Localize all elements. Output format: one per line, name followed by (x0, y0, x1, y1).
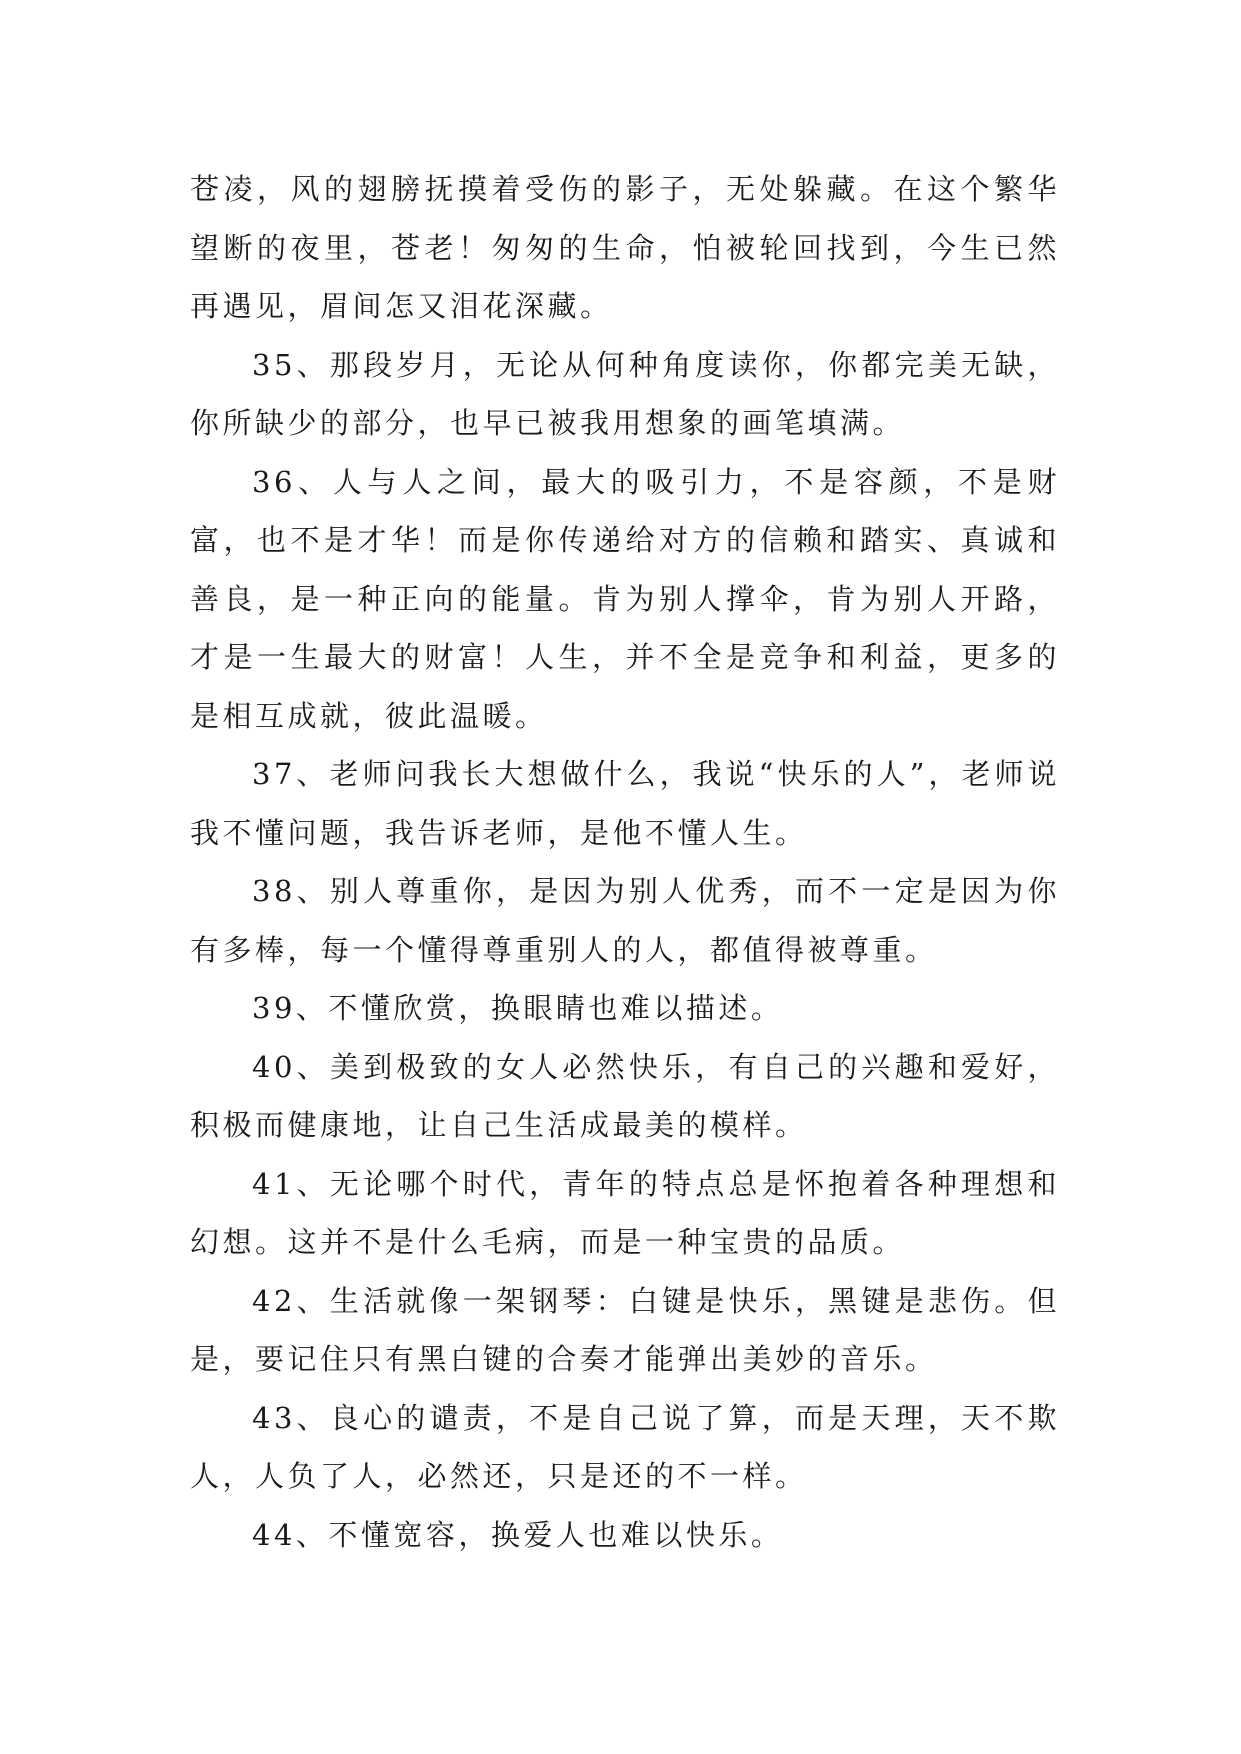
paragraph-43: 43、良心的谴责，不是自己说了算，而是天理，天不欺人，人负了人，必然还，只是还的不一样。 (190, 1400, 1060, 1493)
paragraph-42: 42、生活就像一架钢琴：白键是快乐，黑键是悲伤。但是，要记住只有黑白键的合奏才能弹出美妙的音乐。 (190, 1283, 1060, 1376)
paragraph-40: 40、美到极致的女人必然快乐，有自己的兴趣和爱好，积极而健康地，让自己生活成最美的模样。 (190, 1049, 1060, 1142)
paragraph-37: 37、老师问我长大想做什么，我说“快乐的人”，老师说我不懂问题，我告诉老师，是他不懂人生。 (190, 757, 1060, 850)
paragraph-36: 36、人与人之间，最大的吸引力，不是容颜，不是财富，也不是才华！而是你传递给对方的信赖和踏实、真诚和善良，是一种正向的能量。肯为别人撑伞，肯为别人开路，才是一生最大的财富！人生，并不全是竞争和利益，更多的是相互成就，彼此温暖。 (190, 464, 1060, 733)
paragraph-35: 35、那段岁月，无论从何种角度读你，你都完美无缺，你所缺少的部分，也早已被我用想象的画笔填满。 (190, 347, 1060, 440)
paragraph-41: 41、无论哪个时代，青年的特点总是怀抱着各种理想和幻想。这并不是什么毛病，而是一种宝贵的品质。 (190, 1166, 1060, 1259)
paragraph-44: 44、不懂宽容，换爱人也难以快乐。 (252, 1517, 784, 1552)
paragraph-39: 39、不懂欣赏，换眼睛也难以描述。 (252, 991, 784, 1025)
paragraph-38: 38、别人尊重你，是因为别人优秀，而不一定是因为你有多棒，每一个懂得尊重别人的人，都值得被尊重。 (190, 874, 1060, 967)
document-body (190, 160, 1060, 1564)
paragraph-continued: 苍凌，风的翅膀抚摸着受伤的影子，无处躲藏。在这个繁华望断的夜里，苍老！匆匆的生命，怕被轮回找到，今生已然再遇见，眉间怎又泪花深藏。 (190, 172, 1060, 323)
